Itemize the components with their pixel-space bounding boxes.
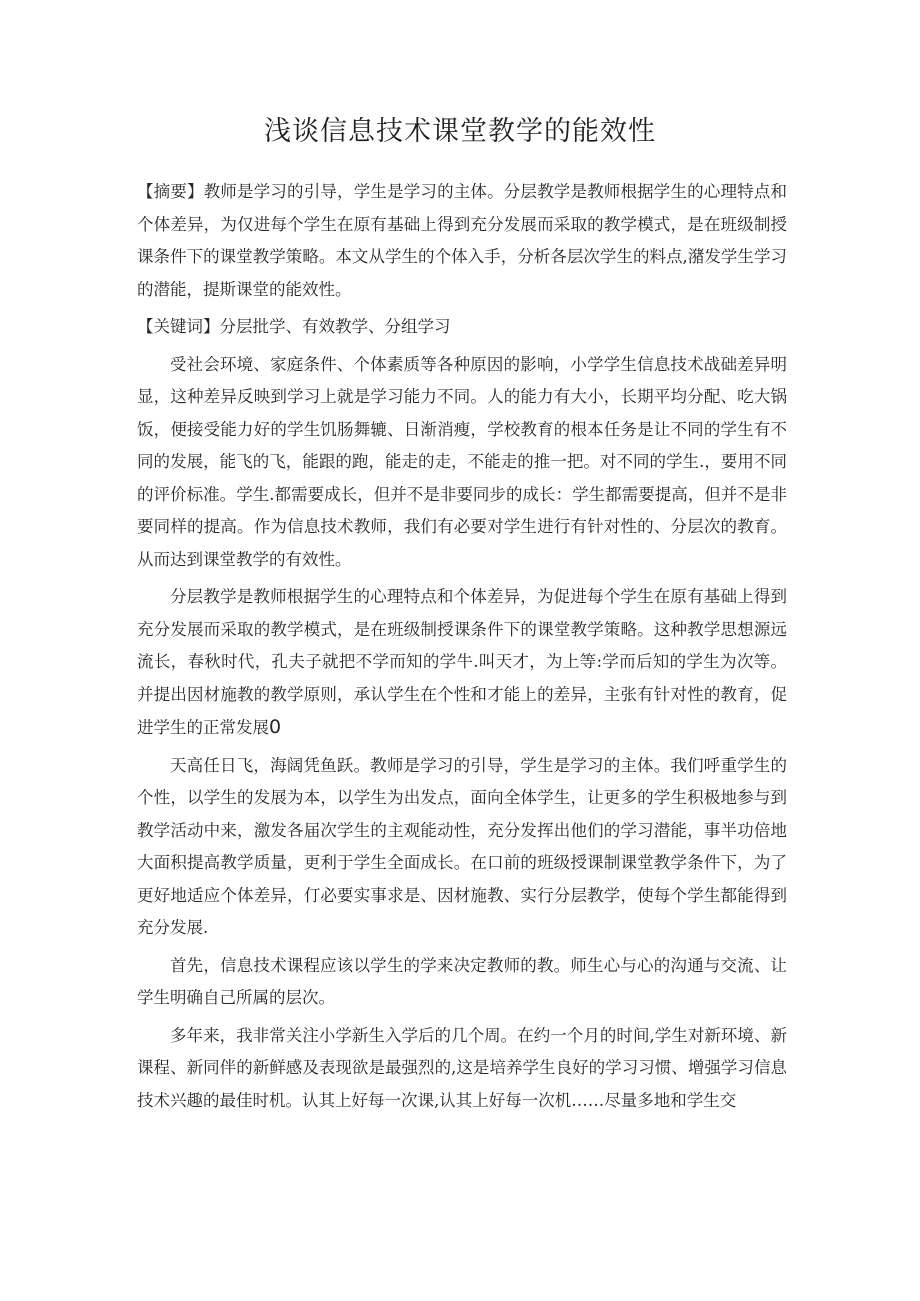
document-body	[137, 176, 787, 1122]
body-paragraph-4: 首先，信息技术课程应该以学生的学来决定教师的教。师生心与心的沟通与交流、让学生明确自己所属的层次。	[137, 955, 787, 1007]
keywords-paragraph	[137, 311, 787, 344]
body-paragraph-1: 受社会环境、家庭条件、个体素质等各种原因的影响，小学学生信息技术战础差异明显，这种差异反映到学习上就是学习能力不同。人的能力有大小，长期平均分配、吃大锅饭，便接受能力好的学生饥肠舞辘、日渐消瘦，学校教育的根本任务是让不同的学生有不同的发展，能飞的飞，能跟的跑，能走的走，不能走的推一把。对不同的学生.，要用不同的评价标准。学生.都需要成长，但并不是非要同步的成长：学生都需要提高，但并不是非要同样的提高。作为信息技术教师，我们有必要对学生进行有针对性的、分层次的教育。从而达到课堂教学的有效性。	[137, 354, 787, 569]
body-paragraph-2-text: 分层教学是教师根据学生的心理特点和个体差异，为促进每个学生在原有基础上得到充分发展而采取的教学模式，是在班级制授课条件下的课堂教学策略。这种教学思想源远流长，春秋时代，孔夫子就把不学而知的学牛.叫天才，为上等:学而后知的学生为次等。并提出因材施教的教学原则，承认学生在个性和才能上的差异，主张有针对性的教育，促进学生的正常发展	[137, 587, 787, 737]
keywords-text: 分层批学、有效教学、分组学习	[219, 317, 451, 336]
abstract-text: 教师是学习的引导，学生是学习的主体。分层教学是教师根据学生的心理特点和个体差异，为仅进每个学生在原有基础上得到充分发展而采取的教学模式，是在班级制授课条件下的课堂教学策略。本文从学生的个体入手，分析各层次学生的料点,潴发学生学习的潜能，提斯课堂的能效性。	[137, 182, 788, 299]
body-paragraph-5: 多年来，我非常关注小学新生入学后的几个周。在约一个月的时间,学生对新环境、新课程、新同伴的新鲜感及表现欲是最强烈的,这是培养学生良好的学习习惯、增强学习信息技术兴趣的最佳时机。认其上好每一次课,认其上好每一次机……尽量多地和学生交	[137, 1025, 787, 1110]
body-paragraph-2	[137, 581, 787, 745]
abstract-label: 【摘要】	[137, 182, 204, 201]
document-title: 浅谈信息技术课堂教学的能效性	[264, 116, 656, 147]
keywords-label: 【关键词】	[137, 317, 220, 336]
body-paragraph-3: 天高任日飞，海阔凭鱼跃。教师是学习的引导，学生是学习的主体。我们呼重学生的个性，以学生的发展为本，以学生为出发点，面向全体学生，让更多的学生积极地参与到教学活动中来，激发各届次学生的主观能动性，充分发挥出他们的学习潜能，事半功倍地大面积提高教学质量，更利于学生全面成长。在口前的班级授课制课堂教学条件下，为了更好地适应个体差异，仃必要实事求是、因材施教、实行分层教学，使每个学生都能得到充分发展.	[137, 755, 787, 937]
abstract-paragraph	[137, 176, 787, 306]
body-paragraph-2-tail: 0	[269, 716, 282, 738]
